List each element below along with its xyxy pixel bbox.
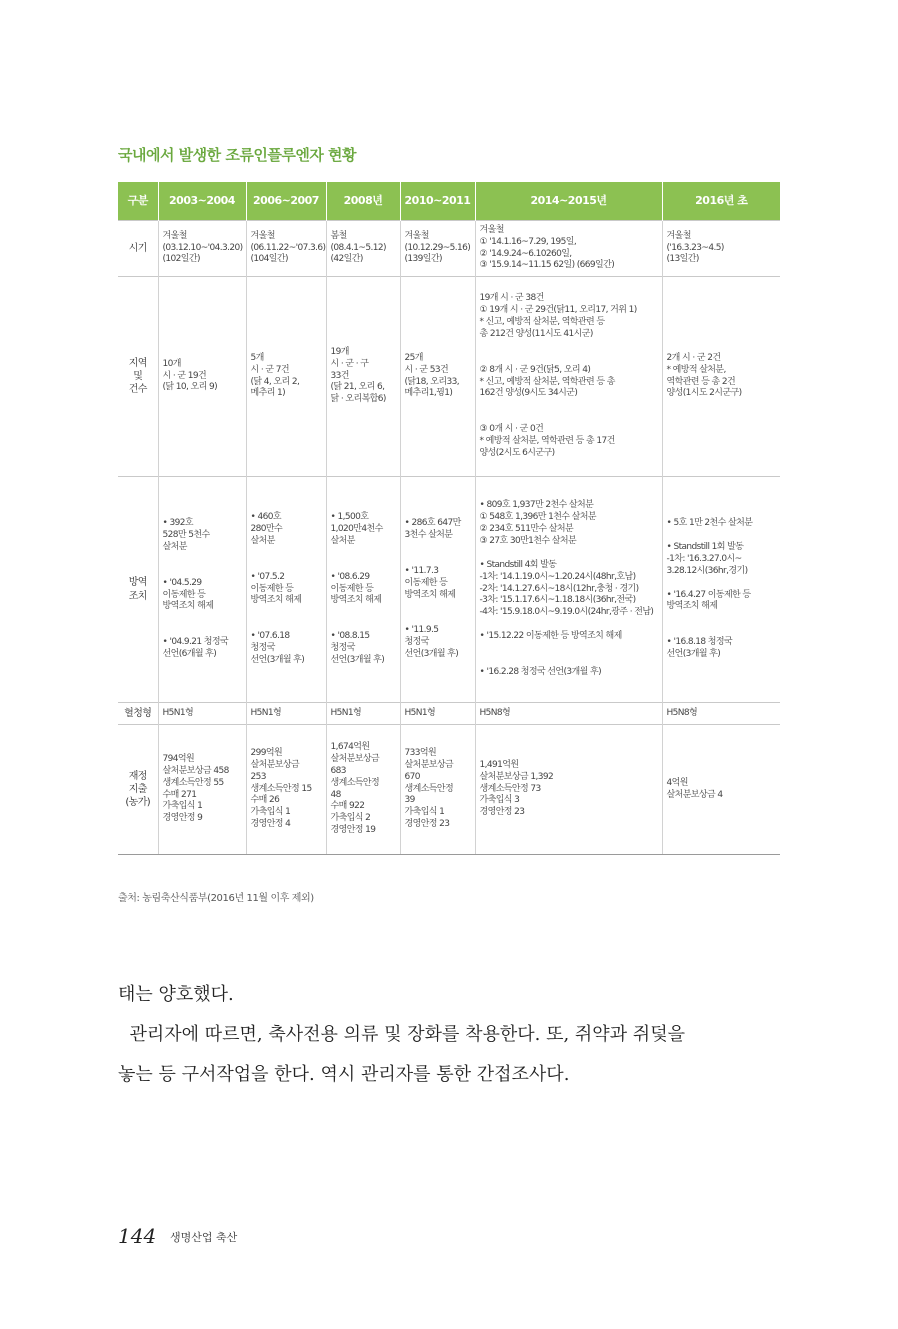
- table-row-period: [118, 221, 780, 277]
- paragraph-line-3: 놓는 등 구서작업을 한다. 역시 관리자를 통한 간접조사다.: [118, 1064, 570, 1085]
- row-label-measures: 방역 조치: [118, 477, 158, 703]
- table-cell: H5N8형: [662, 703, 780, 725]
- table-cell: 25개 시 · 군 53건 (닭18, 오리33, 메추리1,꿩1): [400, 277, 475, 477]
- table-cell: 겨울철 (03.12.10~'04.3.20) (102일간): [158, 221, 246, 277]
- table-cell: • 286호 647만 3천수 살처분 • '11.7.3 이동제한 등 방역조치 해제 • '11.9.5 청정국 선언(3개월 후): [400, 477, 475, 703]
- table-row-region: [118, 277, 780, 477]
- table-title: 국내에서 발생한 조류인플루엔자 현황: [118, 146, 357, 164]
- table-cell: • 460호 280만수 살처분 • '07.5.2 이동제한 등 방역조치 해제 • '07.6.18 청정국 선언(3개월 후): [246, 477, 326, 703]
- running-title: 생명산업 축산: [170, 1231, 238, 1244]
- table-cell: 2개 시 · 군 2건 * 예방적 살처분, 역학관련 등 총 2건 양성(1시도 2시군구): [662, 277, 780, 477]
- header-2006-2007: 2006~2007: [246, 182, 326, 221]
- table-cell: H5N8형: [475, 703, 662, 725]
- table-cell: 겨울철 (10.12.29~5.16) (139일간): [400, 221, 475, 277]
- table-cell: 19개 시 · 군 38건 ① 19개 시 · 군 29건(닭11, 오리17, 거위 1) * 신고, 예방적 살처분, 역학관련 등 총 212건 양성(11시도 41시군) ② 8개 시 · 군 9건(닭5, 오리 4) * 신고, 예방적 살처분, 역학관련 등 총 162건 양성(9시도 34시군) ③ 0개 시 · 군 0건 * 예방적 살처분, 역학관련 등 총 17건 양성(2시도 6시군구): [475, 277, 662, 477]
- table-cell: H5N1형: [326, 703, 400, 725]
- table-cell: 겨울철 (06.11.22~'07.3.6) (104일간): [246, 221, 326, 277]
- table-row-serotype: [118, 703, 780, 725]
- avian-influenza-table: [118, 182, 780, 855]
- table-cell: 299억원 살처분보상금 253 생계소득안정 15 수매 26 가축입식 1 경영안정 4: [246, 725, 326, 855]
- table-cell: 733억원 살처분보상금 670 생계소득안정 39 가축입식 1 경영안정 23: [400, 725, 475, 855]
- table-cell: 1,491억원 살처분보상금 1,392 생계소득안정 73 가축입식 3 경영안정 23: [475, 725, 662, 855]
- table-row-expenditure: [118, 725, 780, 855]
- row-label-region: 지역 및 건수: [118, 277, 158, 477]
- table-cell: 5개 시 · 군 7건 (닭 4, 오리 2, 메추리 1): [246, 277, 326, 477]
- table-cell: • 809호 1,937만 2천수 살처분 ① 548호 1,396만 1천수 살처분 ② 234호 511만수 살처분 ③ 27호 30만1천수 살처분 • Standstill 4회 발동 -1차: '14.1.19.0시~1.20.24시(48hr,호남) -2차: '14.1.27.6시~18시(12hr,충청 · 경기) -3차: '15.1.17.6시~1.18.18시(36hr,전국) -4차: '15.9.18.0시~9.19.0시(24hr,광주 · 전남) • '15.12.22 이동제한 등 방역조치 해제 • '16.2.28 청정국 선언(3개월 후): [475, 477, 662, 703]
- header-2010-2011: 2010~2011: [400, 182, 475, 221]
- row-label-period: 시기: [118, 221, 158, 277]
- table-cell: H5N1형: [246, 703, 326, 725]
- header-category: 구분: [118, 182, 158, 221]
- table-cell: • 1,500호 1,020만4천수 살처분 • '08.6.29 이동제한 등 방역조치 해제 • '08.8.15 청정국 선언(3개월 후): [326, 477, 400, 703]
- table-cell: 봄철 (08.4.1~5.12) (42일간): [326, 221, 400, 277]
- table-cell: • 392호 528만 5천수 살처분 • '04.5.29 이동제한 등 방역조치 해제 • '04.9.21 청정국 선언(6개월 후): [158, 477, 246, 703]
- table-cell: 10개 시 · 군 19건 (닭 10, 오리 9): [158, 277, 246, 477]
- table-cell: • 5호 1만 2천수 살처분 • Standstill 1회 발동 -1차: '16.3.27.0시~ 3.28.12시(36hr,경기) • '16.4.27 이동제한 등 방역조치 해제 • '16.8.18 청정국 선언(3개월 후): [662, 477, 780, 703]
- header-2016: 2016년 초: [662, 182, 780, 221]
- table-cell: 겨울철 ① '14.1.16~7.29, 195일, ② '14.9.24~6.10260일, ③ '15.9.14~11.15 62일) (669일간): [475, 221, 662, 277]
- table-header-row: [118, 182, 780, 221]
- header-2003-2004: 2003~2004: [158, 182, 246, 221]
- header-2008: 2008년: [326, 182, 400, 221]
- table-cell: H5N1형: [158, 703, 246, 725]
- row-label-serotype: 혈청형: [118, 703, 158, 725]
- header-2014-2015: 2014~2015년: [475, 182, 662, 221]
- table-row-measures: [118, 477, 780, 703]
- table-cell: 1,674억원 살처분보상금 683 생계소득안정 48 수매 922 가축입식 2 경영안정 19: [326, 725, 400, 855]
- paragraph-line-2: 관리자에 따르면, 축사전용 의류 및 장화를 착용한다. 또, 쥐약과 쥐덫을: [118, 1024, 685, 1045]
- table-cell: 4억원 살처분보상금 4: [662, 725, 780, 855]
- row-label-expenditure: 재정 지출 (농가): [118, 725, 158, 855]
- table-cell: 겨울철 ('16.3.23~4.5) (13일간): [662, 221, 780, 277]
- table-cell: H5N1형: [400, 703, 475, 725]
- table-source: 출처: 농림축산식품부(2016년 11월 이후 제외): [118, 893, 314, 904]
- paragraph-line-1: 태는 양호했다.: [118, 984, 234, 1005]
- table-cell: 19개 시 · 군 · 구 33건 (닭 21, 오리 6, 닭 · 오리복합6): [326, 277, 400, 477]
- page-number: 144: [118, 1224, 157, 1248]
- table-cell: 794억원 살처분보상금 458 생계소득안정 55 수매 271 가축입식 1 경영안정 9: [158, 725, 246, 855]
